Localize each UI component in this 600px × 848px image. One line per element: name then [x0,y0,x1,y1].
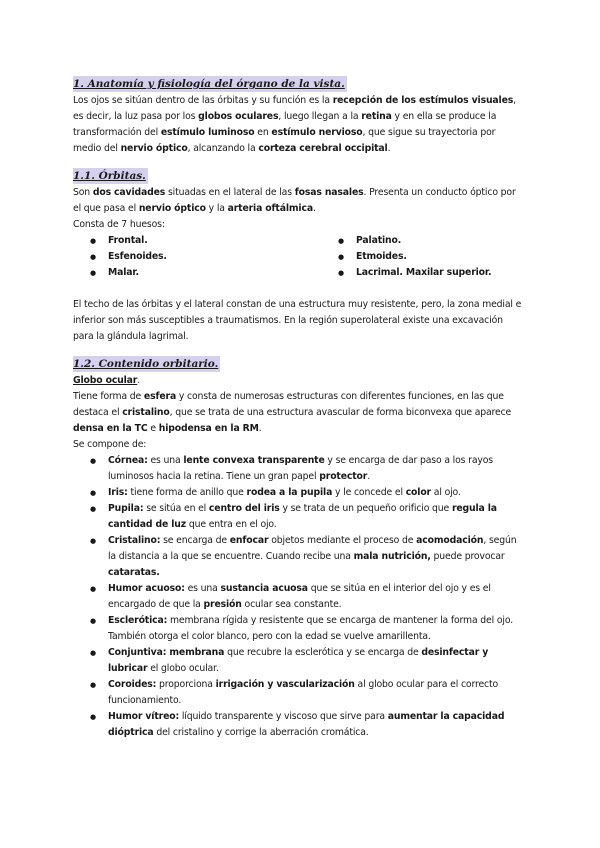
list-item: ● Iris: tiene forma de anillo que rodea a la pupila y le concede el color al ojo. [90,485,526,501]
list-item: ● Coroides: proporciona irrigación y vascularización al globo ocular para el correcto funcionamiento. [90,677,526,709]
list-item: ● Pupila: se sitúa en el centro del iris y se trata de un pequeño orificio que regula la cantidad de luz que entra en el ojo. [90,501,526,533]
bone-item: ● Lacrimal. Maxilar superior. [338,265,538,281]
bone-item: ● Malar. [90,265,338,281]
section-heading-anatomia: 1. Anatomía y fisiología del órgano de la vista. [73,78,345,90]
orbitas-structure-paragraph: El techo de las órbitas y el lateral constan de una estructura muy resistente, pero, la zona medial e inferior son más susceptibles a traumatismos. En la región superolateral existe una excavación para la glándula lagrimal. [73,299,522,342]
orbitas-paragraph: Son dos cavidades situadas en el lateral de las fosas nasales. Presenta un conducto óptico por el que pasa el nervio óptico y la arteria oftálmica. [73,187,516,214]
bones-intro: Consta de 7 huesos: [73,219,165,230]
bone-item: ● Frontal. [90,233,338,249]
compose-intro: Se compone de: [73,439,147,450]
eye-structures-list [90,453,526,741]
section-heading-contenido-orbitario: 1.2. Contenido orbitario. [73,358,219,370]
list-item: ● Cristalino: se encarga de enfocar objetos mediante el proceso de acomodación, según la distancia a la que se encuentre. Cuando recibe una mala nutrición, puede provocar cataratas. [90,533,526,581]
list-item: ● Conjuntiva: membrana que recubre la esclerótica y se encarga de desinfectar y lubricar el globo ocular. [90,645,526,677]
list-item: ● Esclerótica: membrana rígida y resistente que se encarga de mantener la forma del ojo. También otorga el color blanco, pero con la edad se vuelve amarillenta. [90,613,526,645]
bone-item: ● Etmoides. [338,249,538,265]
globo-ocular-paragraph: Tiene forma de esfera y consta de numerosas estructuras con diferentes funciones, en las que destaca el cristalino, que se trata de una estructura avascular de forma biconvexa que aparece densa en la TC e hipodensa en la RM. [73,391,512,434]
intro-paragraph: Los ojos se sitúan dentro de las órbitas y su función es la recepción de los estímulos visuales, es decir, la luz pasa por los globos oculares, luego llegan a la retina y en ella se produce la transformación del estímulo luminoso en estímulo nervioso, que sigue su trayectoria por medio del nervio óptico, alcanzando la corteza cerebral occipital. [73,95,516,154]
bone-item: ● Palatino. [338,233,538,249]
list-item: ● Humor vítreo: líquido transparente y viscoso que sirve para aumentar la capacidad dióptrica del cristalino y corrige la aberración cromática. [90,709,526,741]
bones-list [90,233,526,281]
globo-ocular-subheading: Globo ocular. [73,375,141,386]
list-item: ● Córnea: es una lente convexa transparente y se encarga de dar paso a los rayos luminosos hacia la retina. Tiene un gran papel protector. [90,453,526,485]
spacer [73,281,526,297]
section-heading-orbitas: 1.1. Órbitas. [73,170,146,182]
list-item: ● Humor acuoso: es una sustancia acuosa que se sitúa en el interior del ojo y es el encargado de que la presión ocular sea constante. [90,581,526,613]
bone-item: ● Esfenoides. [90,249,338,265]
